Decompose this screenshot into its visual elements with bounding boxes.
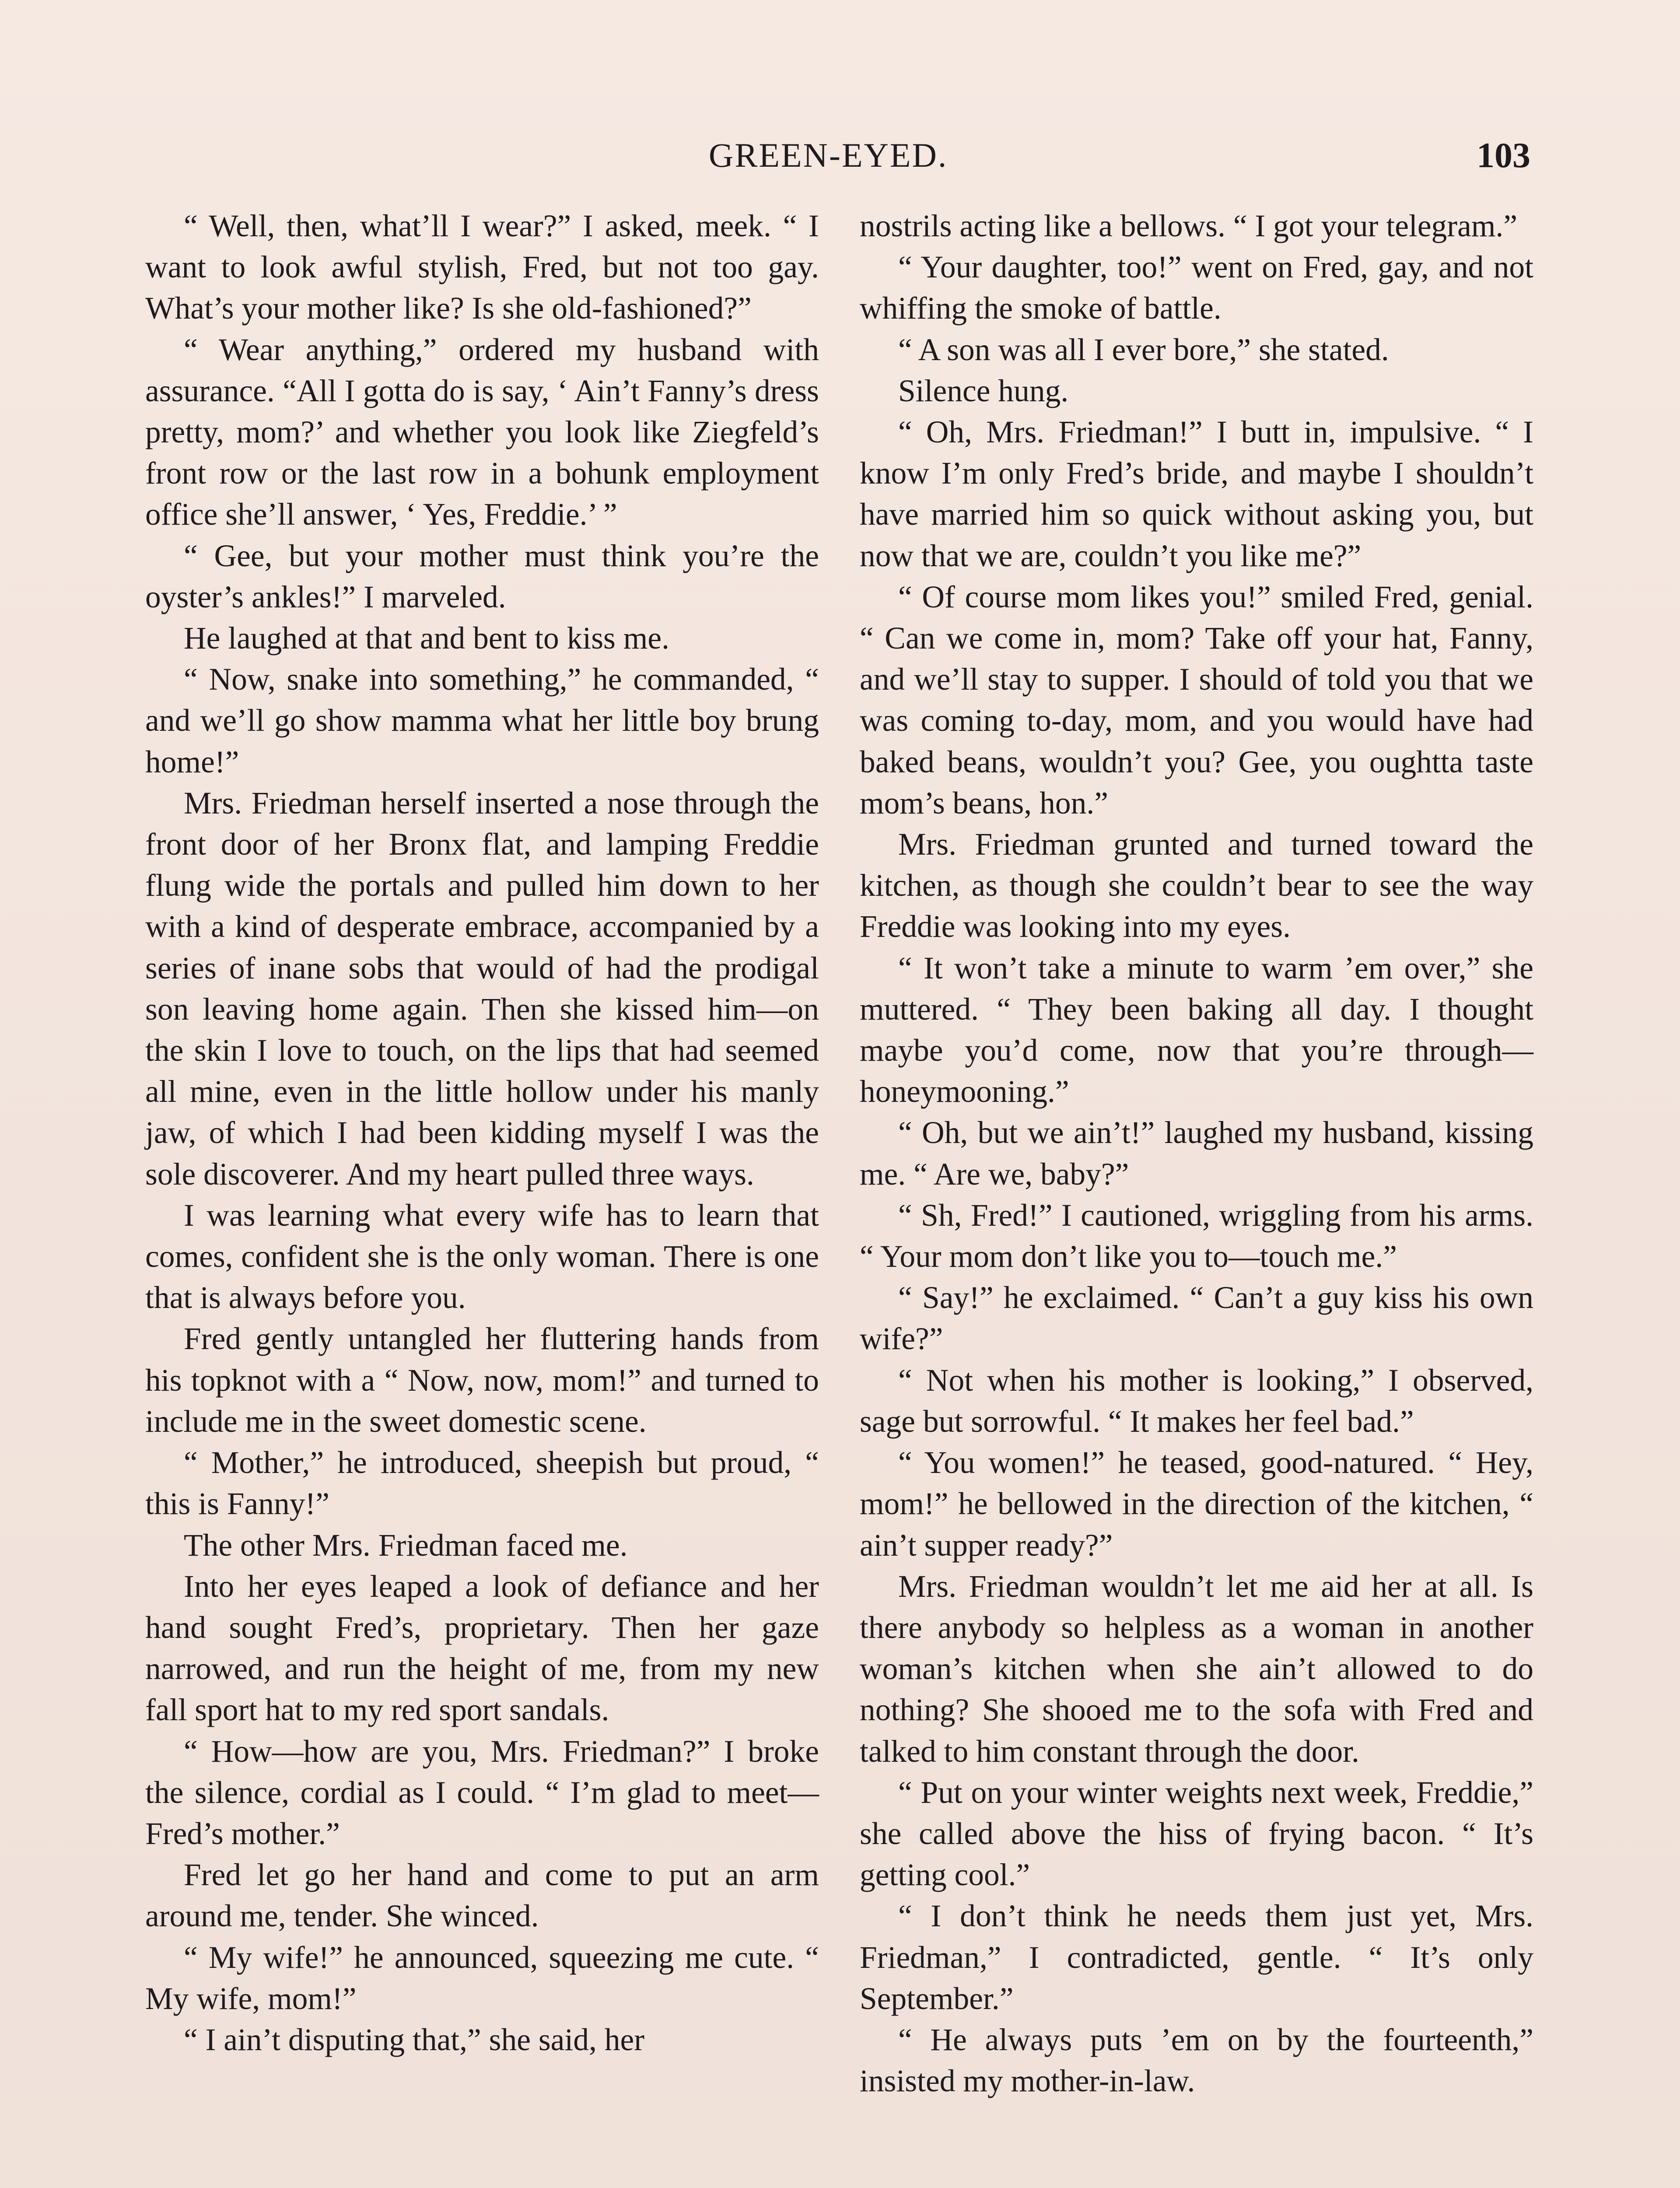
paragraph: “ He always puts ’em on by the fourteenth,” insisted my mother-in-law. <box>860 2022 1533 2099</box>
paragraph: I was learning what every wife has to learn that comes, confident she is the only woman. There is one that is always before you. <box>145 1198 819 1315</box>
paragraph-continued: nostrils acting like a bellows. “ I got your telegram.” <box>860 209 1518 243</box>
paragraph: “ A son was all I ever bore,” she stated. <box>898 332 1389 367</box>
paragraph: “ Well, then, what’ll I wear?” I asked, meek. “ I want to look awful stylish, Fred, but not too gay. What’s your mother like? Is she old-fashioned?” <box>145 209 819 326</box>
paragraph: He laughed at that and bent to kiss me. <box>184 621 669 656</box>
paragraph: “ Now, snake into something,” he commanded, “ and we’ll go show mamma what her little boy brung home!” <box>145 662 819 779</box>
paragraph: Mrs. Friedman herself inserted a nose through the front door of her Bronx flat, and lamping Freddie flung wide the portals and pulled him down to her with a kind of desperate embrace, accompanied by a series of inane sobs that would of had the prodigal son leaving home again. Then she kissed him—on the skin I love to touch, on the lips that had seemed all mine, even in the little hollow under his manly jaw, of which I had been kidding myself I was the sole discoverer. And my heart pulled three ways. <box>145 785 819 1192</box>
right-column <box>860 206 1533 2102</box>
paragraph: The other Mrs. Friedman faced me. <box>184 1528 628 1563</box>
paragraph: “ Mother,” he introduced, sheepish but proud, “ this is Fanny!” <box>145 1445 819 1522</box>
left-column <box>145 206 819 2061</box>
paragraph: “ Put on your winter weights next week, Freddie,” she called above the hiss of frying bacon. “ It’s getting cool.” <box>860 1775 1533 1893</box>
running-title: GREEN-EYED. <box>709 136 948 174</box>
paragraph: Mrs. Friedman wouldn’t let me aid her at all. Is there anybody so helpless as a woman in another woman’s kitchen when she ain’t allowed to do nothing? She shooed me to the sofa with Fred and talked to him constant through the door. <box>860 1569 1533 1769</box>
paragraph: “ How—how are you, Mrs. Friedman?” I broke the silence, cordial as I could. “ I’m glad to meet—Fred’s mother.” <box>145 1734 819 1851</box>
paragraph: “ Not when his mother is looking,” I observed, sage but sorrowful. “ It makes her feel bad.” <box>860 1363 1533 1439</box>
paragraph: Fred let go her hand and come to put an arm around me, tender. She winced. <box>145 1858 819 1934</box>
paragraph: “ Your daughter, too!” went on Fred, gay, and not whiffing the smoke of battle. <box>860 250 1533 326</box>
paragraph: “ Sh, Fred!” I cautioned, wriggling from his arms. “ Your mom don’t like you to—touch me.” <box>860 1198 1533 1274</box>
paragraph: “ Say!” he exclaimed. “ Can’t a guy kiss his own wife?” <box>860 1280 1533 1357</box>
paragraph: “ Oh, but we ain’t!” laughed my husband, kissing me. “ Are we, baby?” <box>860 1115 1533 1192</box>
paragraph: “ My wife!” he announced, squeezing me cute. “ My wife, mom!” <box>145 1940 819 2016</box>
paragraph: “ It won’t take a minute to warm ’em over,” she muttered. “ They been baking all day. I thought maybe you’d come, now that you’re through—honeymooning.” <box>860 950 1533 1109</box>
paragraph: Mrs. Friedman grunted and turned toward the kitchen, as though she couldn’t bear to see the way Freddie was looking into my eyes. <box>860 827 1533 944</box>
paragraph: Into her eyes leaped a look of defiance and her hand sought Fred’s, proprietary. Then her gaze narrowed, and run the height of me, from my new fall sport hat to my red sport sandals. <box>145 1569 819 1728</box>
paragraph: Fred gently untangled her fluttering hands from his topknot with a “ Now, now, mom!” and turned to include me in the sweet domestic scene. <box>145 1322 819 1439</box>
paragraph: “ Wear anything,” ordered my husband with assurance. “All I gotta do is say, ‘ Ain’t Fanny’s dress pretty, mom?’ and whether you look like Ziegfeld’s front row or the last row in a bohunk employment office she’ll answer, ‘ Yes, Freddie.’ ” <box>145 332 819 532</box>
running-head <box>0 131 1680 179</box>
paragraph: “ Oh, Mrs. Friedman!” I butt in, impulsive. “ I know I’m only Fred’s bride, and maybe I shouldn’t have married him so quick without asking you, but now that we are, couldn’t you like me?” <box>860 415 1533 573</box>
paragraph: “ I don’t think he needs them just yet, Mrs. Friedman,” I contradicted, gentle. “ It’s only September.” <box>860 1899 1533 2016</box>
paragraph: “ Gee, but your mother must think you’re the oyster’s ankles!” I marveled. <box>145 538 819 614</box>
paragraph: “ I ain’t disputing that,” she said, her <box>184 2022 645 2057</box>
paragraph: “ Of course mom likes you!” smiled Fred, genial. “ Can we come in, mom? Take off your hat, Fanny, and we’ll stay to supper. I should of told you that we was coming to-day, mom, and you would have had baked beans, wouldn’t you? Gee, you oughtta taste mom’s beans, hon.” <box>860 579 1533 820</box>
page-number: 103 <box>1477 135 1530 175</box>
paragraph: Silence hung. <box>898 373 1069 408</box>
paragraph: “ You women!” he teased, good-natured. “ Hey, mom!” he bellowed in the direction of the kitchen, “ ain’t supper ready?” <box>860 1445 1533 1563</box>
